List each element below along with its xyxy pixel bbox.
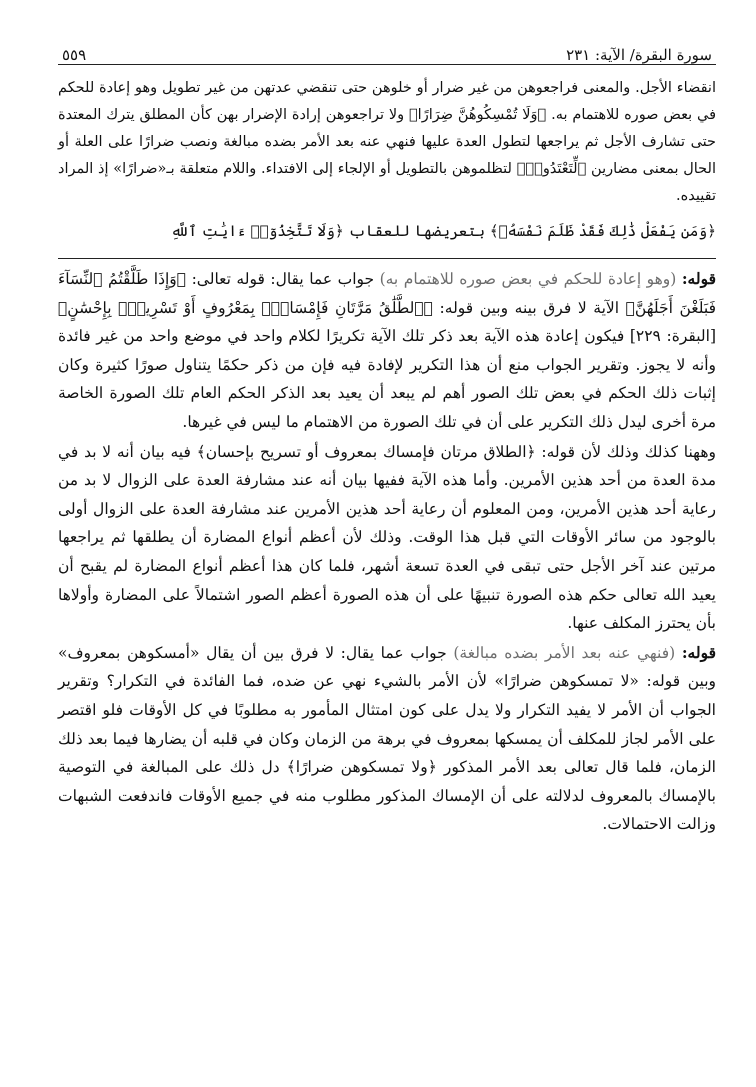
surah-title: سورة البقرة/ الآية: ٢٣١ (566, 46, 712, 64)
commentary-paragraph (58, 265, 716, 437)
commentary-body: وههنا كذلك وذلك لأن قوله: ﴿الطلاق مرتان فإمساك بمعروف أو تسريح بإحسان﴾ فيه بيان أنه لا بد في مدة العدة من أحد هذين الأمرين. وأما هذه الآية ففيها بيان أنه عند مشارفة العدة على الزوال لا بد من رعاية أحد هذين الأمرين، ومن المعلوم أن رعاية أحد هذين الأمرين عند مشارفة العدة على الزوال أولى بالوجود من سائر الأوقات التي قبل هذا الوقت. وذلك لأن أعظم أنواع المضارة أن يطلقها ثم يراجعها مرتين عند آخر الأجل حتى تبقى في العدة تسعة أشهر، فلما كان هذا أعظم أنواع المضارة لم يقبح أن يعيد الله تعالى حكم هذه الصورة تنبيهًا على أن هذه الصورة أعظم الصور اشتمالاً على المضارة وأولاها بأن يحترز المكلف عنها. (58, 442, 716, 633)
header-rule (58, 64, 716, 65)
commentary-paragraph (58, 438, 716, 638)
commentary-label: قوله: (681, 642, 716, 662)
commentary-text (58, 265, 716, 839)
commentary-quote: (فنهي عنه بعد الأمر بضده مبالغة) (453, 643, 676, 662)
tafsir-verse-line: ﴿وَمَن يَفْعَلْ ذَٰلِكَ فَقَدْ ظَلَمَ نَفْسَهُۥ﴾ بتعريضها للعقاب ﴿وَلَا تَتَّخِذُوٓا۟ ءَايَٰتِ ٱللَّهِ (170, 222, 716, 240)
commentary-body: جواب عما يقال: لا فرق بين أن يقال «أمسكوهن بمعروف» وبين قوله: «لا تمسكوهن ضرارًا» لأن الأمر بالشيء نهي عن ضده، فما الفائدة في التكرار؟ وتقرير الجواب أن الأمر لا يفيد التكرار ولا يدل على كون امتثال المأمور به مطلوبًا في كل الأوقات فلو اقتصر على الأمر لجاز للمكلف أن يمسكها بمعروف في برهة من الزمان وكان في قلبه أن يضارها فيما بعد ذلك الزمان، فلما قال تعالى بعد الأمر المذكور ﴿ولا تمسكوهن ضرارًا﴾ دل ذلك على المبالغة في التوصية بالإمساك بالمعروف لدلالته على أن الإمساك المذكور مطلوب منه في جميع الأوقات فاندفعت الشبهات وزالت الاحتمالات. (58, 643, 716, 834)
page-header (58, 30, 716, 64)
page-number: ٥٥٩ (62, 46, 87, 64)
tafsir-paragraph: انقضاء الأجل. والمعنى فراجعوهن من غير ضرار أو خلوهن حتى تنقضي عدتهن من غير تطويل وهو إعادة للحكم في بعض صوره للاهتمام به. ﴿وَلَا تُمْسِكُوهُنَّ ضِرَارًا﴾ ولا تراجعوهن إرادة الإضرار بهن كأن المطلق يترك المعتدة حتى تشارف الأجل ثم يراجعها لتطول العدة عليها فنهي عنه بعد الأمر بضده مبالغة ونصب ضرارًا على العلة أو الحال بمعنى مضارين ﴿لِّتَعْتَدُوا۟﴾ لتظلموهن بالتطويل أو الإلجاء إلى الافتداء. واللام متعلقة بـ«ضرارًا» إذ المراد تقييده. (58, 80, 716, 204)
commentary-label: قوله: (681, 269, 716, 288)
book-page (58, 30, 716, 840)
section-divider (58, 258, 716, 259)
commentary-quote: (وهو إعادة للحكم في بعض صوره للاهتمام به) (379, 270, 677, 288)
commentary-paragraph (58, 639, 716, 839)
commentary-body: جواب عما يقال: قوله تعالى: ﴿وَإِذَا طَلَّقْتُمُ ٱلنِّسَآءَ فَبَلَغْنَ أَجَلَهُنَّ﴾ الآية لا فرق بينه وبين قوله: ﴿ٱلطَّلَٰقُ مَرَّتَانِ فَإِمْسَاكُۢ بِمَعْرُوفٍ أَوْ تَسْرِيحٌۢ بِإِحْسَٰنٍ﴾ [البقرة: ٢٢٩] فيكون إعادة هذه الآية بعد ذكر تلك الآية تكريرًا لكلام واحد في موضع واحد من غير فائدة وأنه لا يجوز. وتقرير الجواب منع أن هذا التكرير لإفادة فيه فإن من ذكر حكمًا يتناول صورًا كثيرة وكان إثبات ذلك الحكم في بعض تلك الصور أهم لم يبعد أن يعيد بعد الذكر الحكم العام تلك الصورة الخاصة مرة أخرى ليدل ذلك التكرير على أن في تلك الصورة من الاهتمام ما ليس في غيرها. (58, 270, 716, 431)
tafsir-text (58, 75, 716, 246)
